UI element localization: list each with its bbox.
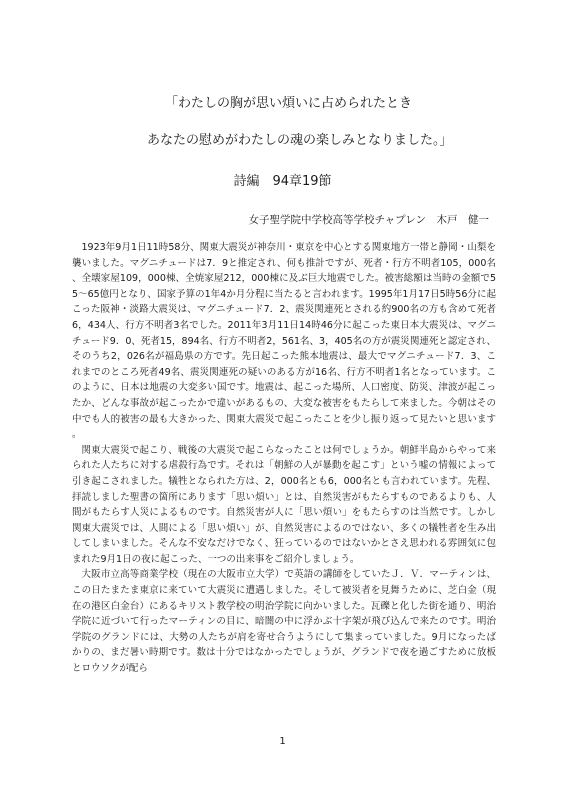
paragraph: 大阪市立高等商業学校（現在の大阪市立大学）で英語の講師をしていたＪ．Ｖ．マーティンは、この日たまたま東京に来ていて大震災に遭遇しました。そして被災者を見舞うために、芝白金（現在の港区白金台）にあるキリスト教学校の明治学院に向かいました。瓦礫と化した街を通り、明治学院に近づいて行ったマーティンの目に、暗闇の中に浮かぶ十字架が飛び込んで来たのです。明治学院のグランドには、大勢の人たちが肩を寄せ合うようにして集まっていました。9月になったばかりの、まだ暑い時期です。数は十分ではなかったでしょうが、グランドで夜を過ごすために放板とロウソクが配ら [72,569,496,675]
author-byline: 女子聖学院中学校高等学校チャプレン 木戸 健一 [248,214,489,226]
page-number: 1 [279,736,286,747]
paragraph: 1923年9月1日11時58分、関東大震災が神奈川・東京を中心とする関東地方一帯と静岡・山梨を襲いました。マグニチュードは7．9と推定され、何も推計ですが、死者・行方不明者105，000名、全壊家屋109，000棟、全焼家屋212，000棟に及ぶ巨大地震でした。被害総額は当時の金額で55～65億円となり、国家予算の1年4か月分程に当たると言われます。1995年1月17日5時56分に起こった阪神・淡路大震災は、マグニチュード7．2、震災関連死とされる約900名の方も含めて死者6，434人、行方不明者3名でした。2011年3月11日14時46分に起こった東日本大震災は、マグニチュード9．0、死者15，894名、行方不明者2，561名、3，405名の方が震災関連死と認定され、そのうち2，026名が福島県の方です。先日起こった熊本地震は、最大でマグニチュード7．3、これまでのところ死者49名、震災関連死の疑いのある方が16名、行方不明者1名となっています。このように、日本は地震の大変多い国です。地震は、起こった場所、人口密度、防災、津波が起こったか、どんな事故が起こったかで違いがあるもの、大変な被害をもたらして来ました。今朝はその中でも人的被害の最も大きかった、関東大震災で起こったことを少し振り返って見たいと思います。 [72,242,496,441]
title-line-1: 「わたしの胸が思い煩いに占められたとき [165,96,413,111]
body-text [72,240,496,677]
verse-reference: 詩編 94章19節 [233,174,332,189]
paragraph: 関東大震災で起こり、戦後の大震災で起こらなったことは何でしょうか。朝鮮半島からやって来られた人たちに対する虐殺行為です。それは「朝鮮の人が暴動を起こす」という嘘の情報によって引き起こされました。犠牲となられた方は、2，000名とも6，000名とも言われています。先程、拝読しました聖書の箇所にあります「思い煩い」とは、自然災害がもたらすものであるよりも、人間がもたらす人災によるものです。自然災害が人に「思い煩い」をもたらすのは当然です。しかし関東大震災では、人間による「思い煩い」が、自然災害によるのではない、多くの犠牲者を生み出してしまいました。そんな不安なだけでなく、狂っているのではないかとさえ思われる雰囲気に包まれた9月1日の夜に起こった、一つの出来事をご紹介しましょう。 [72,444,496,565]
title-line-2: あなたの慰めがわたしの魂の楽しみとなりました。」 [147,133,453,148]
